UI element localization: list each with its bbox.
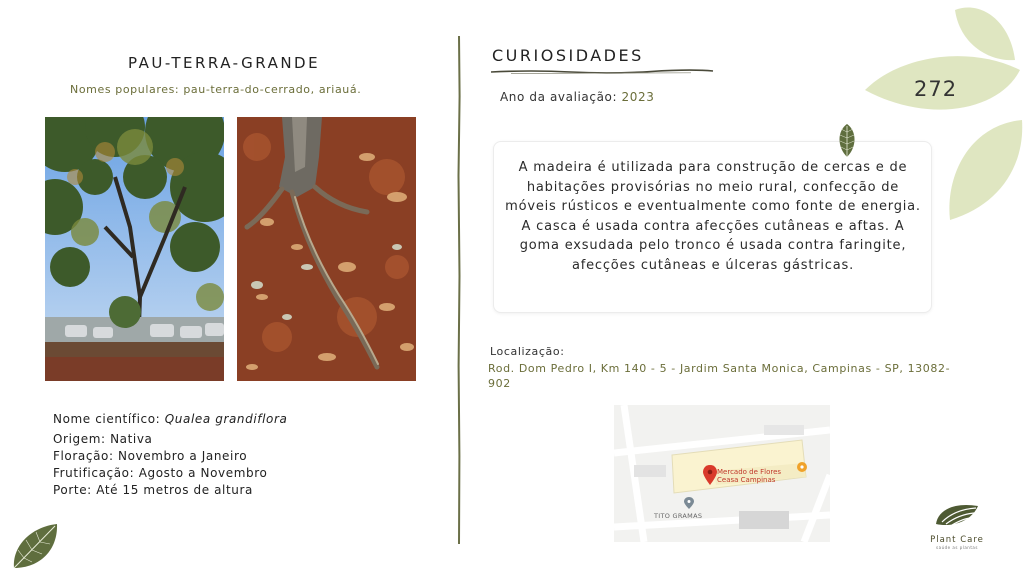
species-title: PAU-TERRA-GRANDE — [128, 54, 321, 72]
trunk-photo — [237, 117, 416, 381]
fruiting-value: Agosto a Novembro — [138, 466, 268, 480]
tree-photo — [45, 117, 224, 381]
map-place-label: Mercado de Flores Ceasa Campinas — [717, 468, 782, 484]
logo-tagline: saúde as plantas — [936, 545, 978, 550]
logo-name: Plant Care — [930, 535, 984, 545]
origin-label: Origem: — [53, 432, 106, 446]
flowering-label: Floração: — [53, 449, 114, 463]
location-map[interactable] — [614, 405, 830, 542]
curiosity-text: A madeira é utilizada para construção de cercas e de habitações provisórias no meio rural, confecção de móveis rústicos e eventualmente como fonte de energia. A casca é usada contra afecções cutâneas e aftas. A goma exsudada pelo tronco é usada contra faringite, afecções cutâneas e úlceras gástricas. — [505, 160, 921, 273]
evaluation-value: 2023 — [621, 90, 655, 104]
scientific-name-row — [53, 411, 287, 428]
popular-names — [70, 83, 361, 96]
origin-value: Nativa — [110, 432, 153, 446]
location-address: Rod. Dom Pedro I, Km 140 - 5 - Jardim Santa Monica, Campinas - SP, 13082-902 — [488, 362, 951, 390]
popular-names-label: Nomes populares: — [70, 83, 180, 96]
size-label: Porte: — [53, 483, 92, 497]
origin-row — [53, 431, 287, 448]
map-secondary-label: TITO GRAMAS — [654, 512, 703, 520]
leaf-cluster-icon — [860, 0, 1024, 225]
size-value: Até 15 metros de altura — [96, 483, 253, 497]
size-row — [53, 482, 287, 499]
species-facts — [53, 411, 287, 499]
leaf-icon — [836, 123, 858, 159]
curiosities-title: CURIOSIDADES — [492, 46, 644, 65]
logo-mark-icon — [932, 500, 982, 530]
popular-names-value: pau-terra-do-cerrado, ariauá. — [183, 83, 362, 96]
evaluation-year — [500, 90, 655, 104]
location-label: Localização: — [490, 345, 565, 358]
scientific-name-label: Nome científico: — [53, 412, 161, 426]
poi-pin-icon — [797, 462, 807, 472]
title-underline — [491, 68, 715, 76]
plant-care-logo — [922, 500, 992, 550]
fruiting-label: Frutificação: — [53, 466, 135, 480]
bottom-leaf-icon — [10, 522, 60, 570]
fruiting-row — [53, 465, 287, 482]
center-divider — [457, 36, 461, 544]
page-number: 272 — [914, 77, 958, 101]
scientific-name-value: Qualea grandiflora — [164, 412, 288, 426]
flowering-value: Novembro a Janeiro — [118, 449, 248, 463]
evaluation-label: Ano da avaliação: — [500, 90, 618, 104]
flowering-row — [53, 448, 287, 465]
